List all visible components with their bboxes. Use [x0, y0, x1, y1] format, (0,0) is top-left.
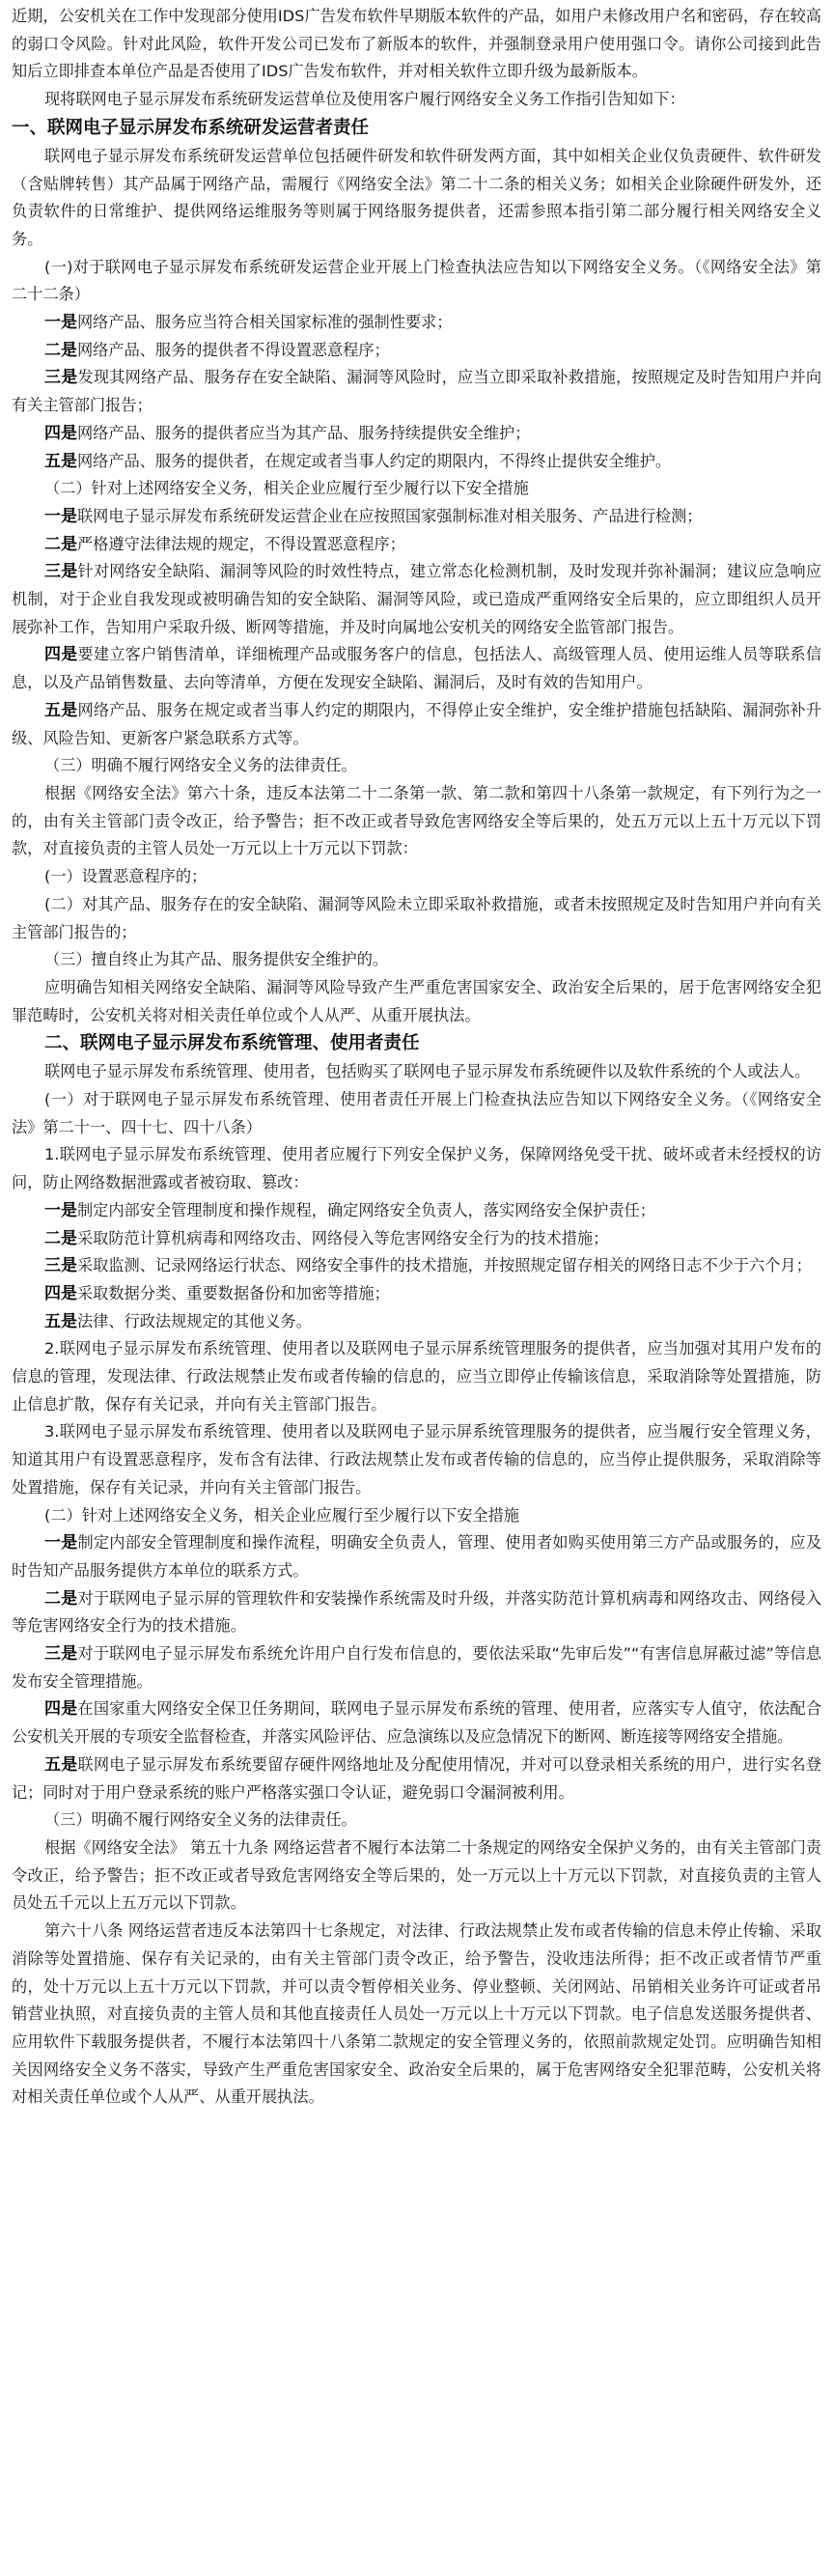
- item-lead: 二是: [44, 340, 77, 360]
- paragraph-text: 根据《网络安全法》 第五十九条 网络运营者不履行本法第二十条规定的网络安全保护义务的，由有关主管部门责令改正，给予警告；拒不改正或者导致危害网络安全等后果的，处一万元以上十万元以下罚款，对直接负责的主管人员处五千元以上五万元以下罚款。: [12, 1838, 821, 1913]
- item-lead: 四是: [44, 1699, 78, 1720]
- item-lead: 二是: [44, 534, 77, 554]
- paragraph-text: 网络产品、服务的提供者，在规定或者当事人约定的期限内，不得终止提供安全维护。: [77, 451, 672, 470]
- item-lead: 二是: [44, 1228, 77, 1248]
- paragraph-text: 采取监测、记录网络运行状态、网络安全事件的技术措施，并按照规定留存相关的网络日志不少于六个月；: [77, 1256, 812, 1275]
- paragraph: [12, 143, 821, 254]
- paragraph: [12, 1308, 821, 1336]
- paragraph-text: 联网电子显示屏发布系统要留存硬件网络地址及分配使用情况，并对可以登录相关系统的用户，进行实名登记；同时对于用户登录系统的账户严格落实强口令认证，避免弱口令漏洞被利用。: [12, 1754, 822, 1802]
- paragraph: [12, 309, 821, 337]
- paragraph-text: 一、联网电子显示屏发布系统研发运营者责任: [12, 117, 370, 138]
- paragraph: [12, 1225, 821, 1253]
- paragraph-text: （三）明确不履行网络安全义务的法律责任。: [44, 1810, 357, 1830]
- paragraph-text: 要建立客户销售清单，详细梳理产品或服务客户的信息，包括法人、高级管理人员、使用运维人员等联系信息，以及产品销售数量、去向等清单，方便在发现安全缺陷、漏洞后，及时有效的告知用户。: [12, 645, 822, 692]
- paragraph: [12, 1141, 821, 1196]
- paragraph-text: 近期，公安机关在工作中发现部分使用IDS广告发布软件早期版本软件的产品，如用户未修改用户名和密码，存在较高的弱口令风险。针对此风险，软件开发公司已发布了新版本的软件，并强制登录用户使用强口令。请你公司接到此告知后立即排查本单位产品是否使用了IDS广告发布软件，并对相关软件立即升级为最新版本。: [12, 7, 821, 81]
- item-lead: 三是: [44, 1644, 78, 1665]
- paragraph: [12, 364, 821, 419]
- paragraph: [12, 641, 821, 696]
- paragraph-text: 根据《网络安全法》第六十条，违反本法第二十二条第一款、第二款和第四十八条第一款规定，有下列行为之一的，由有关主管部门责令改正，给予警告；拒不改正或者导致危害网络安全等后果的，处五万元以上五十万元以下罚款，对直接负责的主管人员处一万元以上十万元以下罚款：: [12, 783, 821, 858]
- paragraph-text: 3.联网电子显示屏发布系统管理、使用者以及联网电子显示屏系统管理服务的提供者，应当履行安全管理义务，知道其用户有设置恶意程序，发布含有法律、行政法规禁止发布或者传输的信息的，应当停止提供服务，采取消除等处置措施，保存有关记录，并向有关主管部门报告。: [12, 1422, 821, 1497]
- paragraph: [12, 1585, 821, 1640]
- paragraph: [12, 1806, 821, 1834]
- paragraph: [12, 1058, 821, 1086]
- item-lead: 五是: [44, 700, 78, 720]
- item-lead: 三是: [44, 562, 78, 582]
- paragraph: [12, 1918, 821, 2112]
- paragraph-text: 应明确告知相关网络安全缺陷、漏洞等风险导致产生严重危害国家安全、政治安全后果的，居于危害网络安全犯罪范畴时，公安机关将对相关责任单位或个人从严、从重开展执法。: [12, 977, 821, 1024]
- paragraph-text: (二）针对上述网络安全义务，相关企业应履行至少履行以下安全措施: [44, 1505, 519, 1525]
- paragraph: [12, 1280, 821, 1308]
- paragraph: [12, 1197, 821, 1225]
- paragraph: [12, 863, 821, 891]
- paragraph: [12, 1252, 821, 1280]
- paragraph: [12, 254, 821, 309]
- paragraph: [12, 3, 821, 86]
- paragraph: [12, 1502, 821, 1530]
- paragraph: [12, 780, 821, 863]
- paragraph-text: 网络产品、服务应当符合相关国家标准的强制性要求；: [77, 313, 453, 332]
- item-lead: 五是: [44, 1311, 77, 1331]
- paragraph: [12, 697, 821, 752]
- item-lead: 五是: [44, 1754, 78, 1775]
- paragraph: [12, 1086, 821, 1141]
- paragraph: [12, 1695, 821, 1750]
- paragraph: [12, 946, 821, 974]
- paragraph-text: 联网电子显示屏发布系统管理、使用者，包括购买了联网电子显示屏发布系统硬件以及软件系统的个人或法人。: [44, 1062, 811, 1081]
- item-lead: 四是: [44, 1283, 77, 1303]
- item-lead: 一是: [44, 506, 77, 526]
- item-lead: 二是: [44, 1588, 78, 1609]
- item-lead: 三是: [44, 1256, 77, 1276]
- paragraph: [12, 1335, 821, 1418]
- paragraph-text: (一)对于联网电子显示屏发布系统研发运营企业开展上门检查执法应告知以下网络安全义务。（《网络安全法》第二十二条）: [12, 257, 821, 304]
- paragraph: [12, 1640, 821, 1695]
- paragraph: [12, 1751, 821, 1806]
- paragraph-text: （二）针对上述网络安全义务，相关企业应履行至少履行以下安全措施: [44, 479, 529, 498]
- item-lead: 四是: [44, 645, 78, 665]
- paragraph-text: 发现其网络产品、服务存在安全缺陷、漏洞等风险时，应当立即采取补救措施，按照规定及时告知用户并向有关主管部门报告；: [12, 368, 822, 415]
- paragraph-text: 网络产品、服务的提供者不得设置恶意程序；: [77, 340, 390, 359]
- paragraph-text: 法律、行政法规规定的其他义务。: [77, 1311, 312, 1330]
- paragraph: [12, 558, 821, 641]
- paragraph-text: 制定内部安全管理制度和操作规程，确定网络安全负责人，落实网络安全保护责任；: [77, 1200, 655, 1219]
- paragraph-text: 对于联网电子显示屏发布系统允许用户自行发布信息的，要依法采取“先审后发”“有害信息屏蔽过滤”等信息发布安全管理措施。: [12, 1644, 822, 1691]
- paragraph: [12, 448, 821, 476]
- paragraph: [12, 475, 821, 503]
- paragraph: [12, 1529, 821, 1584]
- paragraph-text: 采取数据分类、重要数据备份和加密等措施；: [77, 1283, 390, 1302]
- paragraph-text: 第六十八条 网络运营者违反本法第四十七条规定，对法律、行政法规禁止发布或者传输的信息未停止传输、采取消除等处置措施、保存有关记录的，由有关主管部门责令改正，给予警告，没收违法所得；拒不改正或者情节严重的，处十万元以上五十万元以下罚款，并可以责令暂停相关业务、停业整顿、关闭网站、吊销相关业务许可证或者吊销营业执照，对直接负责的主管人员和其他直接责任人员处一万元以上十万元以下罚款。电子信息发送服务提供者、应用软件下载服务提供者，不履行本法第四十八条第二款规定的安全管理义务的，依照前款规定处罚。应明确告知相关因网络安全义务不落实，导致产生严重危害国家安全、政治安全后果的，属于危害网络安全犯罪范畴，公安机关将对相关责任单位或个人从严、从重开展执法。: [12, 1921, 821, 2107]
- paragraph-text: 现将联网电子显示屏发布系统研发运营单位及使用客户履行网络安全义务工作指引告知如下：: [44, 90, 685, 109]
- paragraph: [12, 974, 821, 1029]
- paragraph-text: 采取防范计算机病毒和网络攻击、网络侵入等危害网络安全行为的技术措施；: [77, 1228, 609, 1247]
- paragraph-text: 网络产品、服务的提供者应当为其产品、服务持续提供安全维护；: [77, 423, 531, 442]
- paragraph: [12, 1418, 821, 1501]
- section-heading: [12, 1029, 821, 1058]
- item-lead: 五是: [44, 451, 77, 471]
- item-lead: 一是: [44, 1533, 78, 1554]
- item-lead: 一是: [44, 1200, 77, 1220]
- paragraph: [12, 891, 821, 946]
- paragraph: [12, 420, 821, 448]
- section-heading: [12, 114, 821, 143]
- paragraph-text: 联网电子显示屏发布系统研发运营企业在应按照国家强制标准对相关服务、产品进行检测；: [77, 506, 703, 525]
- paragraph: [12, 86, 821, 114]
- paragraph-text: 1.联网电子显示屏发布系统管理、使用者应履行下列安全保护义务，保障网络免受干扰、破坏或者未经授权的访问，防止网络数据泄露或者被窃取、篡改：: [12, 1145, 821, 1192]
- paragraph: [12, 752, 821, 780]
- paragraph-text: 2.联网电子显示屏发布系统管理、使用者以及联网电子显示屏系统管理服务的提供者，应当加强对其用户发布的信息的管理，发现法律、行政法规禁止发布或者传输的信息的，应当立即停止传输该信息，采取消除等处置措施，防止信息扩散，保存有关记录，并向有关主管部门报告。: [12, 1339, 821, 1414]
- paragraph-text: (二）对其产品、服务存在的安全缺陷、漏洞等风险未立即采取补救措施，或者未按照规定及时告知用户并向有关主管部门报告的；: [12, 894, 821, 941]
- paragraph: [12, 1834, 821, 1918]
- paragraph-text: （三）明确不履行网络安全义务的法律责任。: [44, 756, 357, 775]
- item-lead: 一是: [44, 313, 77, 333]
- paragraph-text: （三）擅自终止为其产品、服务提供安全维护的。: [44, 950, 389, 969]
- paragraph-text: 制定内部安全管理制度和操作流程，明确安全负责人，管理、使用者如购买使用第三方产品或服务的，应及时告知产品服务提供方本单位的联系方式。: [12, 1533, 822, 1580]
- paragraph-text: 联网电子显示屏发布系统研发运营单位包括硬件研发和软件研发两方面，其中如相关企业仅负责硬件、软件研发（含贴牌转售）其产品属于网络产品，需履行《网络安全法》第二十二条的相关义务；如相关企业除硬件研发外，还负责软件的日常维护、提供网络运维服务等则属于网络服务提供者，还需参照本指引第二部分履行相关网络安全义务。: [12, 146, 821, 248]
- paragraph-text: 对于联网电子显示屏的管理软件和安装操作系统需及时升级，并落实防范计算机病毒和网络攻击、网络侵入等危害网络安全行为的技术措施。: [12, 1588, 822, 1636]
- paragraph-text: 二、联网电子显示屏发布系统管理、使用者责任: [44, 1033, 420, 1054]
- paragraph-text: 网络产品、服务在规定或者当事人约定的期限内，不得停止安全维护，安全维护措施包括缺陷、漏洞弥补升级、风险告知、更新客户紧急联系方式等。: [12, 700, 822, 747]
- paragraph-text: 针对网络安全缺陷、漏洞等风险的时效性特点，建立常态化检测机制，及时发现并弥补漏洞；建议应急响应机制，对于企业自我发现或被明确告知的安全缺陷、漏洞等风险，或已造成严重网络安全后果的，应立即组织人员开展弥补工作，告知用户采取升级、断网等措施，并及时向属地公安机关的网络安全监管部门报告。: [12, 562, 822, 636]
- item-lead: 三是: [44, 368, 78, 388]
- paragraph: [12, 337, 821, 365]
- paragraph-text: (一）对于联网电子显示屏发布系统管理、使用者责任开展上门检查执法应告知以下网络安全义务。（《网络安全法》第二十一、四十七、四十八条）: [12, 1090, 821, 1136]
- item-lead: 四是: [44, 423, 77, 443]
- paragraph-text: 严格遵守法律法规的规定，不得设置恶意程序；: [77, 534, 405, 553]
- paragraph: [12, 531, 821, 559]
- paragraph: [12, 503, 821, 531]
- paragraph-text: 在国家重大网络安全保卫任务期间，联网电子显示屏发布系统的管理、使用者，应落实专人值守，依法配合公安机关开展的专项安全监督检查，并落实风险评估、应急演练以及应急情况下的断网、断连接等网络安全措施。: [12, 1699, 822, 1747]
- paragraph-text: (一）设置恶意程序的；: [44, 867, 208, 886]
